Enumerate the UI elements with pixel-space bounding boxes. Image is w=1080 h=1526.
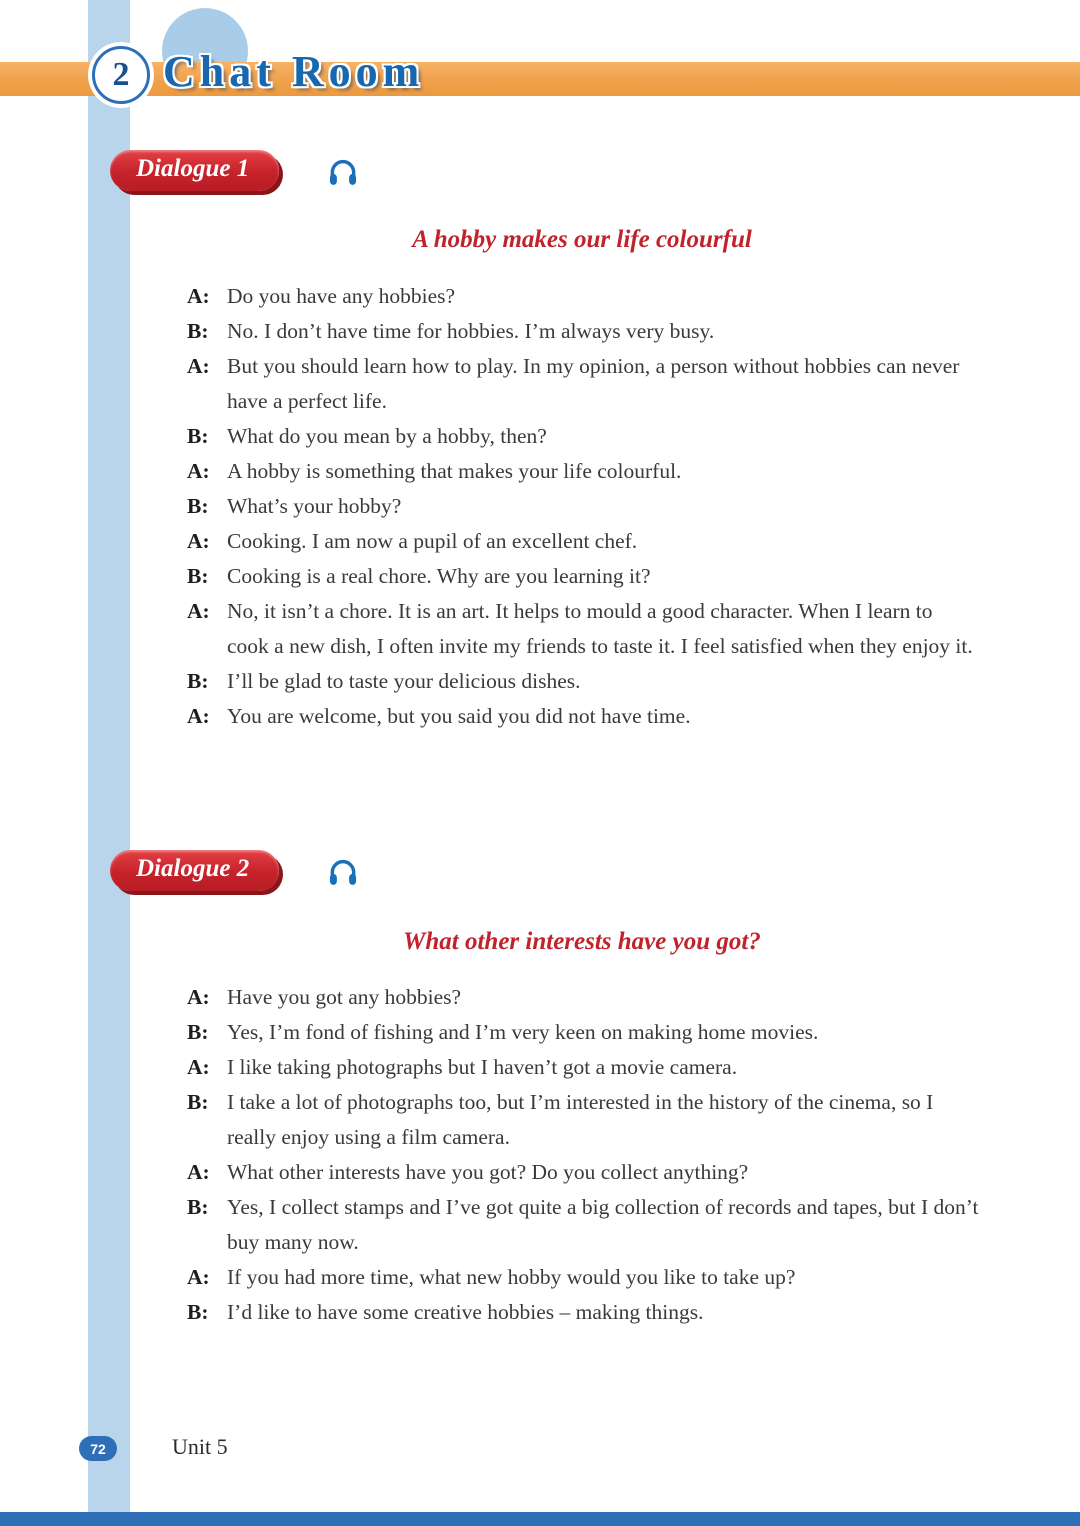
page-title: Chat Room (163, 47, 425, 96)
dialogue-line (187, 1050, 979, 1085)
speaker-label: A: (187, 284, 210, 308)
dialogue-line (187, 314, 979, 349)
line-text: No. I don’t have time for hobbies. I’m always very busy. (227, 319, 715, 343)
line-text: What’s your hobby? (227, 494, 402, 518)
line-text: You are welcome, but you said you did not have time. (227, 704, 691, 728)
speaker-label: B: (187, 494, 209, 518)
dialogue-2-title: What other interests have you got? (403, 928, 761, 955)
line-text: I take a lot of photographs too, but I’m interested in the history of the cinema, so I really enjoy using a film camera. (227, 1090, 934, 1149)
line-text: Have you got any hobbies? (227, 985, 462, 1009)
speaker-label: A: (187, 354, 210, 378)
footer-bar (0, 1512, 1080, 1526)
line-text: I’ll be glad to taste your delicious dishes. (227, 669, 581, 693)
dialogue-line (187, 664, 979, 699)
line-text: What do you mean by a hobby, then? (227, 424, 547, 448)
header-band (0, 62, 1080, 96)
dialogue-line (187, 349, 979, 419)
speaker-label: B: (187, 564, 209, 588)
speaker-label: B: (187, 1300, 209, 1324)
headphones-icon (327, 155, 359, 187)
speaker-label: B: (187, 1090, 209, 1114)
speaker-label: B: (187, 319, 209, 343)
dialogue-line (187, 279, 979, 314)
dialogue-line (187, 1085, 979, 1155)
speaker-label: A: (187, 704, 210, 728)
dialogue-line (187, 489, 979, 524)
speaker-label: A: (187, 529, 210, 553)
page-number-badge: 72 (79, 1436, 117, 1461)
dialogue-line (187, 699, 979, 734)
line-text: I’d like to have some creative hobbies – making things. (227, 1300, 704, 1324)
line-text: Cooking. I am now a pupil of an excellent chef. (227, 529, 638, 553)
speaker-label: A: (187, 1265, 210, 1289)
speaker-label: B: (187, 424, 209, 448)
dialogue-1-header (110, 150, 359, 191)
speaker-label: A: (187, 599, 210, 623)
dialogue-2-badge: Dialogue 2 (110, 850, 279, 891)
dialogue-line (187, 419, 979, 454)
line-text: No, it isn’t a chore. It is an art. It helps to mould a good character. When I learn to cook a new dish, I often invite my friends to taste it. I feel satisfied when they enjoy it. (227, 599, 973, 658)
speaker-label: B: (187, 669, 209, 693)
line-text: Yes, I collect stamps and I’ve got quite a big collection of records and tapes, but I don’t buy many now. (227, 1195, 979, 1254)
dialogue-line (187, 1190, 979, 1260)
line-text: I like taking photographs but I haven’t got a movie camera. (227, 1055, 738, 1079)
dialogue-2-header (110, 850, 359, 891)
speaker-label: A: (187, 1160, 210, 1184)
dialogue-line (187, 1155, 979, 1190)
dialogue-line (187, 594, 979, 664)
speaker-label: A: (187, 985, 210, 1009)
dialogue-line (187, 1295, 979, 1330)
section-number-badge: 2 (92, 46, 150, 104)
dialogue-line (187, 1260, 979, 1295)
decorative-left-stripe (88, 0, 130, 1512)
speaker-label: A: (187, 1055, 210, 1079)
line-text: Cooking is a real chore. Why are you learning it? (227, 564, 651, 588)
dialogue-1-badge: Dialogue 1 (110, 150, 279, 191)
dialogue-1-title: A hobby makes our life colourful (412, 226, 752, 253)
unit-label: Unit 5 (172, 1434, 228, 1459)
dialogue-line (187, 524, 979, 559)
speaker-label: A: (187, 459, 210, 483)
speaker-label: B: (187, 1020, 209, 1044)
line-text: Yes, I’m fond of fishing and I’m very keen on making home movies. (227, 1020, 819, 1044)
dialogue-line (187, 559, 979, 594)
line-text: But you should learn how to play. In my opinion, a person without hobbies can never have a perfect life. (227, 354, 960, 413)
line-text: What other interests have you got? Do you collect anything? (227, 1160, 749, 1184)
dialogue-line (187, 980, 979, 1015)
speaker-label: B: (187, 1195, 209, 1219)
line-text: Do you have any hobbies? (227, 284, 456, 308)
dialogue-2-lines (187, 980, 979, 1330)
dialogue-line (187, 1015, 979, 1050)
dialogue-line (187, 454, 979, 489)
dialogue-1-lines (187, 279, 979, 734)
line-text: If you had more time, what new hobby would you like to take up? (227, 1265, 796, 1289)
headphones-icon (327, 855, 359, 887)
line-text: A hobby is something that makes your life colourful. (227, 459, 682, 483)
